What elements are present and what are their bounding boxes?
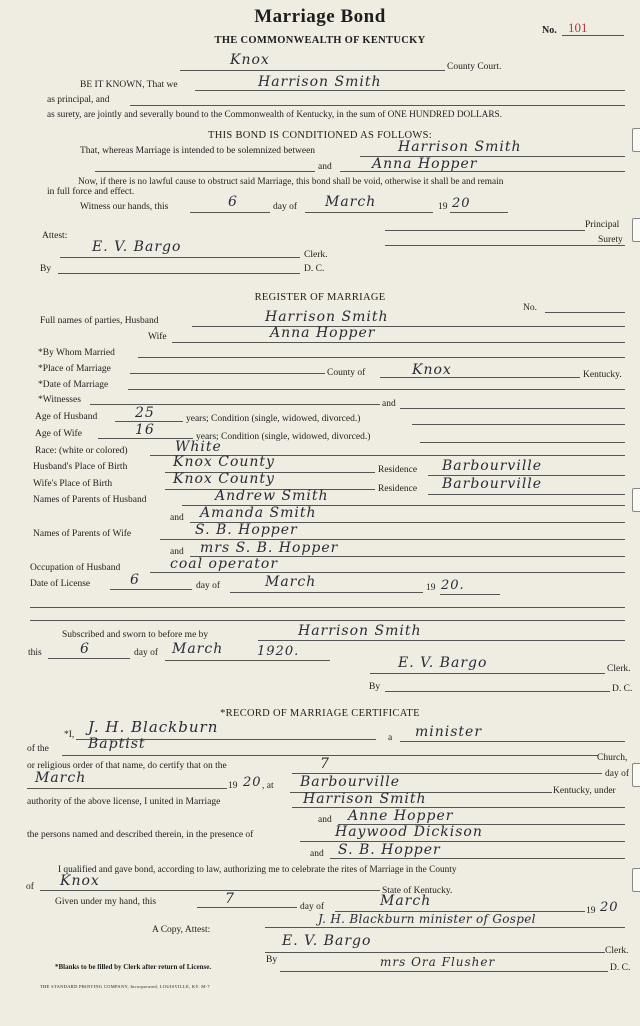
sworn-clerk-label: Clerk. <box>607 664 631 674</box>
county-court-label: County Court. <box>447 62 502 72</box>
cert-year-prefix: 19 <box>228 781 238 791</box>
rule <box>172 342 625 343</box>
cert-year-value: 20 <box>243 775 262 790</box>
cert-day-value: 7 <box>320 756 330 772</box>
race-value: White <box>175 439 222 455</box>
cert-by-label: By <box>266 955 278 965</box>
parents-wife-and: and <box>170 547 184 557</box>
church-value: Baptist <box>88 736 146 752</box>
parents-wife-2: mrs S. B. Hopper <box>200 540 339 556</box>
church-label: Church, <box>597 753 628 763</box>
rule <box>265 927 625 928</box>
cert-at-label: , at <box>262 781 274 791</box>
rule <box>400 741 625 742</box>
document-subtitle: THE COMMONWEALTH OF KENTUCKY <box>214 35 426 46</box>
printer-line: THE STANDARD PRINTING COMPANY, Incorporated, LOUISVILLE, KY. M-7 <box>40 984 210 989</box>
occupation-value: coal operator <box>170 556 279 572</box>
rule <box>62 755 598 756</box>
cert-place-value: Barbourville <box>300 774 401 790</box>
husband-birth-label: Husband's Place of Birth <box>33 462 128 472</box>
cert-a-label: a <box>388 733 393 743</box>
witnesses-label: *Witnesses <box>38 395 81 405</box>
minister-title-value: minister <box>415 724 483 740</box>
rule <box>30 620 625 621</box>
cert-groom-value: Harrison Smith <box>303 791 427 807</box>
attest-value: E. V. Bargo <box>92 239 182 255</box>
cert-clerk-label: Clerk. <box>605 946 629 956</box>
rule <box>138 357 625 358</box>
binder-tab <box>632 763 640 787</box>
wife-residence-value: Barbourville <box>442 476 543 492</box>
bond-bride-value: Anna Hopper <box>372 156 478 172</box>
sworn-day-of-label: day of <box>134 648 159 658</box>
wife-value: Anna Hopper <box>270 325 376 341</box>
date-label: *Date of Marriage <box>38 380 109 390</box>
document-title: Marriage Bond <box>254 6 386 27</box>
witness-month: March <box>325 194 377 210</box>
rule <box>385 691 610 692</box>
bond-county-value: Knox <box>230 52 270 68</box>
principal-label: as principal, and <box>47 95 110 105</box>
rule <box>95 171 315 172</box>
bond-dc-label: D. C. <box>304 264 325 274</box>
witness-text: Witness our hands, this <box>80 202 169 212</box>
cert-of-label: of <box>26 882 34 892</box>
husband-residence-value: Barbourville <box>442 458 543 474</box>
sworn-name-value: Harrison Smith <box>298 623 422 639</box>
rule <box>230 592 423 593</box>
witness-day: 6 <box>228 194 238 210</box>
rule <box>130 105 625 106</box>
rule <box>305 212 433 213</box>
surety-sig-label: Surety <box>598 235 623 245</box>
rule <box>165 660 330 661</box>
rule <box>90 404 380 405</box>
rule <box>195 90 625 91</box>
surety-text: as surety, are jointly and severally bound to the Commonwealth of Kentucky, in the sum of ONE HUNDRED DOLLARS. <box>47 110 503 120</box>
sworn-month: March <box>172 641 224 657</box>
rule <box>27 788 227 789</box>
authority-text: authority of the above license, I united in Marriage <box>27 797 221 807</box>
rule <box>150 572 625 573</box>
parents-husband-1: Andrew Smith <box>215 488 329 504</box>
witness1-value: Haywood Dickison <box>335 824 483 840</box>
rule <box>30 607 625 608</box>
cert-bride-value: Anne Hopper <box>348 808 454 824</box>
state-label: State of Kentucky. <box>382 886 453 896</box>
sworn-dc-label: D. C. <box>612 684 633 694</box>
parents-husband-2: Amanda Smith <box>200 505 317 521</box>
rule <box>412 424 625 425</box>
kentucky-under-label: Kentucky, under <box>553 786 616 796</box>
husband-value: Harrison Smith <box>265 309 389 325</box>
wife-birth-label: Wife's Place of Birth <box>33 479 113 489</box>
bond-groom-value: Harrison Smith <box>398 139 522 155</box>
rule <box>48 658 130 659</box>
age-wife-label: Age of Wife <box>35 429 82 439</box>
year-prefix: 19 <box>438 202 448 212</box>
bond-and-label: and <box>318 162 332 172</box>
copy-attest-value: E. V. Bargo <box>282 933 372 949</box>
presence-text: the persons named and described therein, in the presence of <box>27 830 254 840</box>
rule <box>258 640 625 641</box>
certificate-heading: *RECORD OF MARRIAGE CERTIFICATE <box>220 708 420 719</box>
wife-birth-value: Knox County <box>173 471 275 487</box>
rule <box>280 971 608 972</box>
rule <box>562 35 624 36</box>
rule <box>400 408 625 409</box>
rule <box>440 594 500 595</box>
by-whom-label: *By Whom Married <box>38 348 115 358</box>
parents-husband-and: and <box>170 513 184 523</box>
license-day: 6 <box>130 572 140 588</box>
rule <box>58 273 300 274</box>
parents-wife-label: Names of Parents of Wife <box>33 529 132 539</box>
day-of-label: day of <box>273 202 298 212</box>
sworn-clerk-value: E. V. Bargo <box>398 655 488 671</box>
sworn-by-label: By <box>369 682 381 692</box>
bond-number-label: No. <box>542 25 557 36</box>
race-label: Race: (white or colored) <box>35 446 128 456</box>
cert-month-value: March <box>35 770 87 786</box>
license-month: March <box>265 574 317 590</box>
binder-tab <box>632 868 640 892</box>
given-year-prefix: 19 <box>586 906 596 916</box>
rule <box>340 171 625 172</box>
parents-wife-1: S. B. Hopper <box>195 522 298 538</box>
rule <box>292 807 625 808</box>
age-husband-label: Age of Husband <box>35 412 98 422</box>
binder-tab <box>632 218 640 242</box>
attest-label: Attest: <box>42 231 68 241</box>
cert-and-label-2: and <box>310 849 324 859</box>
whereas-text: That, whereas Marriage is intended to be solemnized between <box>80 146 316 156</box>
given-day-of-label: day of <box>300 902 325 912</box>
wife-residence-label: Residence <box>378 484 418 494</box>
rule <box>192 326 625 327</box>
witness-year: 20 <box>452 196 471 211</box>
witnesses-and-label: and <box>382 399 396 409</box>
husband-residence-label: Residence <box>378 465 418 475</box>
sworn-this-label: this <box>28 648 42 658</box>
bond-clerk-label: Clerk. <box>304 250 328 260</box>
cert-i-label: *I, <box>64 730 75 740</box>
age-wife-value: 16 <box>135 422 155 438</box>
principal-value: Harrison Smith <box>258 74 382 90</box>
sworn-text: Subscribed and sworn to before me by <box>62 630 209 640</box>
force-text: in full force and effect. <box>47 187 135 197</box>
cert-county-value: Knox <box>60 873 100 889</box>
rule <box>385 230 585 231</box>
county-of-label: County of <box>327 368 366 378</box>
register-heading: REGISTER OF MARRIAGE <box>254 292 386 303</box>
kentucky-label: Kentucky. <box>583 370 622 380</box>
rule <box>40 890 380 891</box>
age-wife-condition: years; Condition (single, widowed, divorced.) <box>196 432 371 442</box>
given-year: 20 <box>600 900 619 915</box>
principal-sig-label: Principal <box>585 220 620 230</box>
minister-signature: J. H. Blackburn minister of Gospel <box>318 912 536 926</box>
be-it-known-text: BE IT KNOWN, That we <box>80 80 178 90</box>
qualified-text: I qualified and gave bond, according to law, authorizing me to celebrate the rites of Marriage in the County <box>58 865 457 875</box>
license-year-prefix: 19 <box>426 583 436 593</box>
husband-birth-value: Knox County <box>173 454 275 470</box>
sworn-year: 1920. <box>257 644 300 659</box>
rule <box>545 312 625 313</box>
rule <box>385 245 625 246</box>
cert-and-label: and <box>318 815 332 825</box>
rule <box>130 373 325 374</box>
bond-by-label: By <box>40 264 52 274</box>
rule <box>110 589 192 590</box>
license-year: 20. <box>441 578 465 593</box>
rule <box>420 442 625 443</box>
binder-tab <box>632 488 640 512</box>
sworn-day: 6 <box>80 641 90 657</box>
license-label: Date of License <box>30 579 91 589</box>
rule <box>60 257 300 258</box>
register-county-value: Knox <box>412 362 452 378</box>
religious-text: or religious order of that name, do certify that on the <box>27 761 227 771</box>
given-day: 7 <box>225 891 235 907</box>
rule <box>330 858 625 859</box>
husband-label: Full names of parties, Husband <box>40 316 159 326</box>
cert-of-the-label: of the <box>27 744 49 754</box>
rule <box>180 70 445 71</box>
parents-husband-label: Names of Parents of Husband <box>33 495 147 505</box>
rule <box>380 377 580 378</box>
place-label: *Place of Marriage <box>38 364 111 374</box>
witness2-value: S. B. Hopper <box>338 842 441 858</box>
wife-label: Wife <box>148 332 167 342</box>
rule <box>370 673 605 674</box>
rule <box>128 389 625 390</box>
rule <box>265 952 605 953</box>
footer-note: *Blanks to be filled by Clerk after return of License. <box>55 963 212 971</box>
age-husband-condition: years; Condition (single, widowed, divorced.) <box>186 414 361 424</box>
rule <box>428 494 625 495</box>
rule <box>450 212 508 213</box>
rule <box>197 907 297 908</box>
binder-tab <box>632 128 640 152</box>
given-text: Given under my hand, this <box>55 897 157 907</box>
minister-value: J. H. Blackburn <box>88 718 219 736</box>
now-text: Now, if there is no lawful cause to obstruct said Marriage, this bond shall be void, otherwise it shall be and remain <box>78 177 504 187</box>
copy-attest-label: A Copy, Attest: <box>152 925 211 935</box>
rule <box>190 212 270 213</box>
bond-number: 101 <box>568 20 588 35</box>
conditioned-heading: THIS BOND IS CONDITIONED AS FOLLOWS: <box>207 130 432 141</box>
register-no-label: No. <box>523 303 537 313</box>
license-day-of-label: day of <box>196 581 221 591</box>
given-month: March <box>380 893 432 909</box>
age-husband-value: 25 <box>135 405 155 421</box>
cert-dc-label: D. C. <box>610 963 631 973</box>
cert-day-label: day of <box>605 769 630 779</box>
cert-by-value: mrs Ora Flusher <box>380 955 496 969</box>
occupation-label: Occupation of Husband <box>30 563 121 573</box>
